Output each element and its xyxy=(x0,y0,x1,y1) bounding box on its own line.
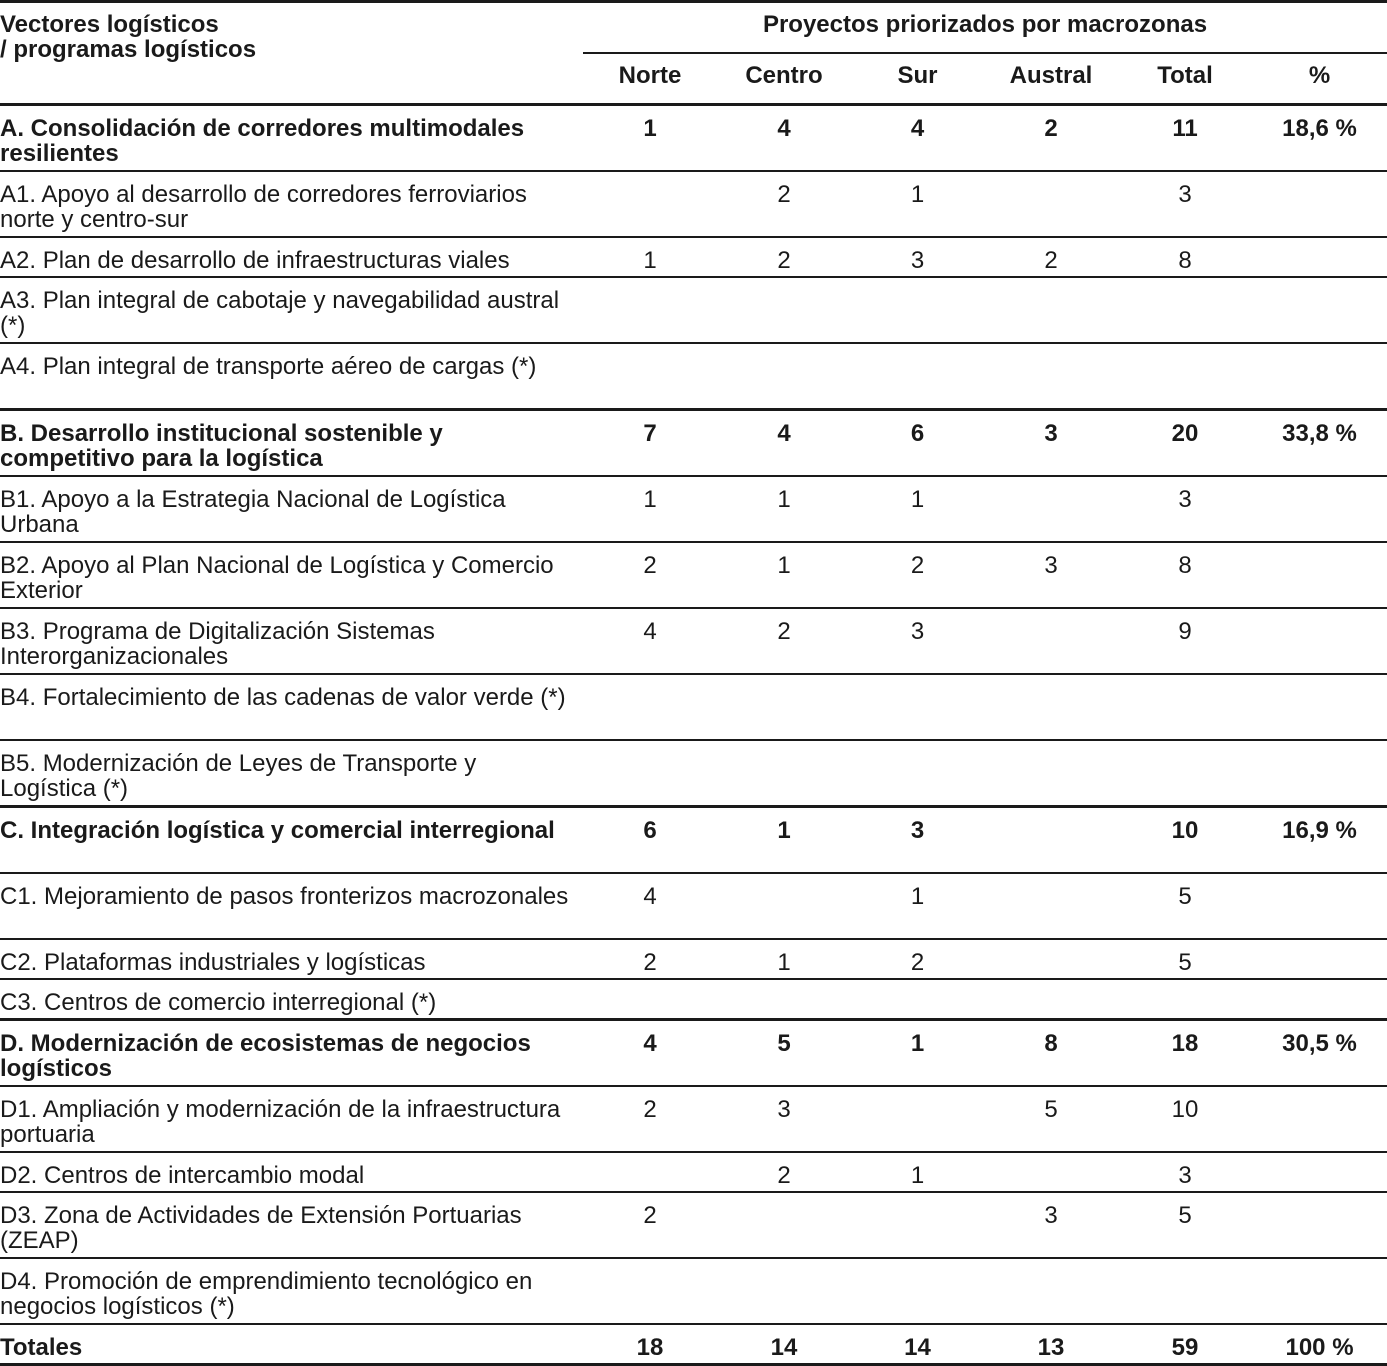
cell-sur: 2 xyxy=(851,542,984,608)
cell-norte: 2 xyxy=(583,939,717,979)
cell-austral xyxy=(984,277,1118,343)
cell-centro xyxy=(717,740,851,807)
program-label: A2. Plan de desarrollo de infraestructuras viales xyxy=(0,237,583,277)
program-label: A1. Apoyo al desarrollo de corredores ferroviarios norte y centro-sur xyxy=(0,171,583,237)
cell-sur xyxy=(851,1258,984,1324)
cell-centro: 1 xyxy=(717,939,851,979)
totals-sur: 14 xyxy=(851,1324,984,1365)
cell-centro xyxy=(717,277,851,343)
cell-percent: 16,9 % xyxy=(1252,807,1387,874)
cell-centro xyxy=(717,1192,851,1258)
cell-norte: 6 xyxy=(583,807,717,874)
table-row xyxy=(0,939,1387,979)
table-row xyxy=(0,873,1387,939)
cell-total xyxy=(1118,740,1252,807)
section-row xyxy=(0,105,1387,172)
cell-total: 5 xyxy=(1118,1192,1252,1258)
cell-sur: 6 xyxy=(851,410,984,477)
cell-norte xyxy=(583,740,717,807)
totals-austral: 13 xyxy=(984,1324,1118,1365)
cell-sur: 3 xyxy=(851,608,984,674)
table-row xyxy=(0,740,1387,807)
cell-norte: 1 xyxy=(583,476,717,542)
cell-centro: 4 xyxy=(717,410,851,477)
section-row xyxy=(0,410,1387,477)
cell-austral xyxy=(984,343,1118,410)
cell-sur: 1 xyxy=(851,873,984,939)
cell-percent xyxy=(1252,171,1387,237)
cell-percent xyxy=(1252,1258,1387,1324)
cell-centro xyxy=(717,674,851,740)
program-label: B2. Apoyo al Plan Nacional de Logística y Comercio Exterior xyxy=(0,542,583,608)
column-header-sur: Sur xyxy=(897,62,938,89)
cell-austral xyxy=(984,807,1118,874)
program-label: C1. Mejoramiento de pasos fronterizos macrozonales xyxy=(0,873,583,939)
cell-sur xyxy=(851,1192,984,1258)
cell-austral xyxy=(984,1258,1118,1324)
cell-austral: 3 xyxy=(984,410,1118,477)
cell-austral: 3 xyxy=(984,1192,1118,1258)
cell-total: 11 xyxy=(1118,105,1252,172)
program-label: A3. Plan integral de cabotaje y navegabilidad austral (*) xyxy=(0,277,583,343)
column-header-norte: Norte xyxy=(618,62,682,89)
program-label: B5. Modernización de Leyes de Transporte y Logística (*) xyxy=(0,740,583,807)
cell-austral xyxy=(984,171,1118,237)
cell-norte xyxy=(583,1258,717,1324)
cell-total xyxy=(1118,674,1252,740)
table-row xyxy=(0,674,1387,740)
cell-total: 18 xyxy=(1118,1020,1252,1087)
cell-centro: 2 xyxy=(717,237,851,277)
cell-centro: 3 xyxy=(717,1086,851,1152)
cell-total: 3 xyxy=(1118,476,1252,542)
cell-sur: 3 xyxy=(851,807,984,874)
program-label: B4. Fortalecimiento de las cadenas de valor verde (*) xyxy=(0,674,583,740)
cell-percent: 33,8 % xyxy=(1252,410,1387,477)
cell-norte xyxy=(583,979,717,1020)
cell-austral xyxy=(984,873,1118,939)
totals-row xyxy=(0,1324,1387,1365)
program-label: D1. Ampliación y modernización de la infraestructura portuaria xyxy=(0,1086,583,1152)
section-label: D. Modernización de ecosistemas de negocios logísticos xyxy=(0,1020,583,1087)
table-row xyxy=(0,1086,1387,1152)
program-label: B1. Apoyo a la Estrategia Nacional de Logística Urbana xyxy=(0,476,583,542)
cell-total: 10 xyxy=(1118,1086,1252,1152)
group-header: Proyectos priorizados por macrozonas xyxy=(583,2,1387,54)
section-row xyxy=(0,807,1387,874)
cell-percent xyxy=(1252,277,1387,343)
cell-norte: 4 xyxy=(583,1020,717,1087)
cell-percent xyxy=(1252,542,1387,608)
program-label: C2. Plataformas industriales y logísticas xyxy=(0,939,583,979)
table-row xyxy=(0,277,1387,343)
cell-percent xyxy=(1252,740,1387,807)
section-row xyxy=(0,1020,1387,1087)
cell-sur: 1 xyxy=(851,476,984,542)
cell-sur: 4 xyxy=(851,105,984,172)
cell-austral xyxy=(984,608,1118,674)
table-row xyxy=(0,171,1387,237)
table-row xyxy=(0,1192,1387,1258)
table-header xyxy=(0,2,1387,105)
cell-total xyxy=(1118,979,1252,1020)
cell-norte xyxy=(583,171,717,237)
table-body xyxy=(0,105,1387,1325)
cell-austral: 8 xyxy=(984,1020,1118,1087)
program-label: B3. Programa de Digitalización Sistemas Interorganizacionales xyxy=(0,608,583,674)
cell-centro: 2 xyxy=(717,608,851,674)
cell-total: 5 xyxy=(1118,939,1252,979)
program-label: D2. Centros de intercambio modal xyxy=(0,1152,583,1192)
cell-norte xyxy=(583,1152,717,1192)
section-label: A. Consolidación de corredores multimodales resilientes xyxy=(0,105,583,172)
table-row xyxy=(0,1258,1387,1324)
table-row xyxy=(0,476,1387,542)
cell-total: 8 xyxy=(1118,237,1252,277)
cell-norte xyxy=(583,343,717,410)
cell-percent xyxy=(1252,674,1387,740)
cell-total xyxy=(1118,1258,1252,1324)
cell-percent xyxy=(1252,1086,1387,1152)
cell-centro: 2 xyxy=(717,171,851,237)
table-row xyxy=(0,542,1387,608)
totals-percent: 100 % xyxy=(1252,1324,1387,1365)
cell-percent xyxy=(1252,1152,1387,1192)
cell-norte: 2 xyxy=(583,1192,717,1258)
totals-norte: 18 xyxy=(583,1324,717,1365)
cell-sur xyxy=(851,343,984,410)
cell-austral xyxy=(984,1152,1118,1192)
cell-austral xyxy=(984,979,1118,1020)
cell-total xyxy=(1118,343,1252,410)
cell-total: 5 xyxy=(1118,873,1252,939)
cell-austral xyxy=(984,740,1118,807)
cell-sur xyxy=(851,979,984,1020)
cell-norte: 2 xyxy=(583,1086,717,1152)
cell-norte xyxy=(583,277,717,343)
table-row xyxy=(0,979,1387,1020)
cell-percent xyxy=(1252,1192,1387,1258)
cell-sur xyxy=(851,674,984,740)
cell-austral: 2 xyxy=(984,105,1118,172)
cell-norte: 1 xyxy=(583,237,717,277)
totals-centro: 14 xyxy=(717,1324,851,1365)
cell-centro xyxy=(717,873,851,939)
cell-centro: 4 xyxy=(717,105,851,172)
cell-percent xyxy=(1252,873,1387,939)
program-label: C3. Centros de comercio interregional (*) xyxy=(0,979,583,1020)
column-header-total: Total xyxy=(1157,62,1213,89)
totals-total: 59 xyxy=(1118,1324,1252,1365)
program-label: A4. Plan integral de transporte aéreo de cargas (*) xyxy=(0,343,583,410)
cell-centro: 1 xyxy=(717,807,851,874)
totals-label: Totales xyxy=(0,1324,583,1365)
cell-sur xyxy=(851,740,984,807)
cell-centro xyxy=(717,1258,851,1324)
cell-sur: 1 xyxy=(851,1020,984,1087)
table-row xyxy=(0,237,1387,277)
section-label: C. Integración logística y comercial interregional xyxy=(0,807,583,874)
cell-centro xyxy=(717,343,851,410)
cell-total: 8 xyxy=(1118,542,1252,608)
cell-percent xyxy=(1252,237,1387,277)
cell-percent: 30,5 % xyxy=(1252,1020,1387,1087)
cell-percent xyxy=(1252,939,1387,979)
row-label-header: Vectores logísticos / programas logísticos xyxy=(0,2,583,105)
cell-total xyxy=(1118,277,1252,343)
program-label: D4. Promoción de emprendimiento tecnológico en negocios logísticos (*) xyxy=(0,1258,583,1324)
cell-austral xyxy=(984,939,1118,979)
cell-norte xyxy=(583,674,717,740)
cell-percent xyxy=(1252,608,1387,674)
cell-percent: 18,6 % xyxy=(1252,105,1387,172)
cell-total: 20 xyxy=(1118,410,1252,477)
cell-centro: 1 xyxy=(717,542,851,608)
table-row xyxy=(0,608,1387,674)
cell-total: 3 xyxy=(1118,1152,1252,1192)
cell-percent xyxy=(1252,979,1387,1020)
table-row xyxy=(0,343,1387,410)
table-row xyxy=(0,1152,1387,1192)
cell-centro: 1 xyxy=(717,476,851,542)
cell-sur: 2 xyxy=(851,939,984,979)
cell-sur: 1 xyxy=(851,171,984,237)
cell-centro: 5 xyxy=(717,1020,851,1087)
cell-austral: 3 xyxy=(984,542,1118,608)
column-header-percent: % xyxy=(1308,62,1331,89)
cell-sur xyxy=(851,1086,984,1152)
cell-norte: 4 xyxy=(583,873,717,939)
cell-austral xyxy=(984,674,1118,740)
cell-norte: 1 xyxy=(583,105,717,172)
cell-sur xyxy=(851,277,984,343)
cell-percent xyxy=(1252,476,1387,542)
cell-austral xyxy=(984,476,1118,542)
column-header-austral: Austral xyxy=(1009,62,1093,89)
cell-total: 3 xyxy=(1118,171,1252,237)
cell-austral: 2 xyxy=(984,237,1118,277)
cell-norte: 2 xyxy=(583,542,717,608)
column-header-centro: Centro xyxy=(745,62,823,89)
cell-percent xyxy=(1252,343,1387,410)
cell-austral: 5 xyxy=(984,1086,1118,1152)
cell-sur: 3 xyxy=(851,237,984,277)
cell-total: 10 xyxy=(1118,807,1252,874)
program-label: D3. Zona de Actividades de Extensión Portuarias (ZEAP) xyxy=(0,1192,583,1258)
section-label: B. Desarrollo institucional sostenible y competitivo para la logística xyxy=(0,410,583,477)
cell-centro xyxy=(717,979,851,1020)
cell-centro: 2 xyxy=(717,1152,851,1192)
cell-norte: 4 xyxy=(583,608,717,674)
cell-sur: 1 xyxy=(851,1152,984,1192)
cell-norte: 7 xyxy=(583,410,717,477)
cell-total: 9 xyxy=(1118,608,1252,674)
